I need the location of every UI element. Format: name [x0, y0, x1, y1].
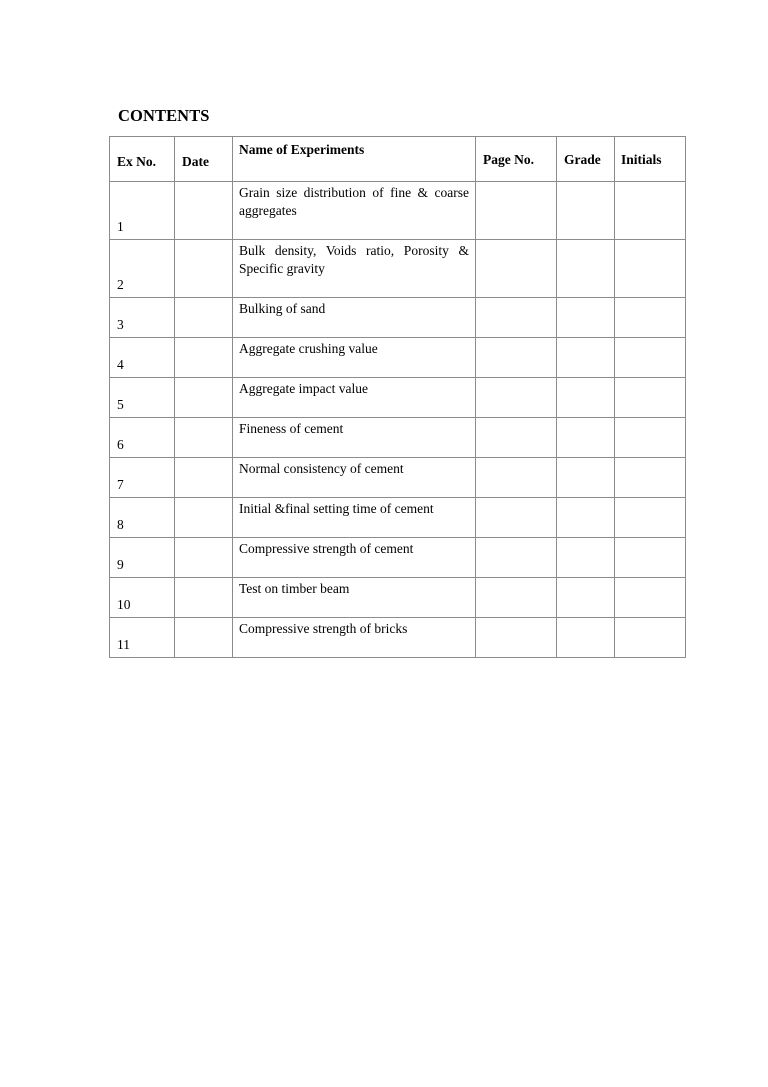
experiment-name-cell: [233, 618, 476, 658]
experiment-name-cell: [233, 298, 476, 338]
page-no-cell: [476, 182, 557, 240]
initials-cell: [615, 618, 686, 658]
header-name-of-experiments: Name of Experiments: [233, 137, 476, 182]
initials-cell: [615, 418, 686, 458]
table-row: [110, 338, 686, 378]
date-cell: [175, 418, 233, 458]
date-cell: [175, 498, 233, 538]
grade-cell: [557, 498, 615, 538]
experiment-name: Test on timber beam: [239, 581, 350, 596]
table-row: [110, 298, 686, 338]
experiment-name: Compressive strength of bricks: [239, 621, 408, 636]
experiment-name-cell: [233, 458, 476, 498]
page-no-cell: [476, 418, 557, 458]
initials-cell: [615, 458, 686, 498]
table-row: [110, 578, 686, 618]
grade-cell: [557, 298, 615, 338]
grade-cell: [557, 618, 615, 658]
initials-cell: [615, 578, 686, 618]
experiment-name-cell: [233, 378, 476, 418]
experiment-name: Aggregate impact value: [239, 381, 368, 396]
experiment-name: Grain size distribution of fine & coarse aggregates: [239, 185, 469, 218]
table-row: [110, 418, 686, 458]
page-no-cell: [476, 240, 557, 298]
header-page-no: Page No.: [476, 137, 557, 182]
date-cell: [175, 182, 233, 240]
initials-cell: [615, 498, 686, 538]
ex-no-cell: 10: [110, 578, 175, 618]
contents-table: [109, 136, 686, 658]
initials-cell: [615, 538, 686, 578]
table-row: [110, 378, 686, 418]
experiment-name-cell: [233, 338, 476, 378]
table-row: [110, 458, 686, 498]
experiment-name: Initial &final setting time of cement: [239, 501, 434, 516]
experiment-name-cell: [233, 418, 476, 458]
grade-cell: [557, 538, 615, 578]
page-title: CONTENTS: [118, 106, 210, 125]
date-cell: [175, 298, 233, 338]
grade-cell: [557, 378, 615, 418]
date-cell: [175, 538, 233, 578]
table-row: [110, 498, 686, 538]
ex-no-cell: 11: [110, 618, 175, 658]
initials-cell: [615, 240, 686, 298]
table-row: [110, 618, 686, 658]
ex-no-cell: 1: [110, 182, 175, 240]
grade-cell: [557, 240, 615, 298]
header-grade: Grade: [557, 137, 615, 182]
experiment-name: Aggregate crushing value: [239, 341, 378, 356]
date-cell: [175, 378, 233, 418]
experiment-name: Fineness of cement: [239, 421, 344, 436]
table-header-row: [110, 137, 686, 182]
ex-no-cell: 5: [110, 378, 175, 418]
ex-no-cell: 9: [110, 538, 175, 578]
ex-no-cell: 2: [110, 240, 175, 298]
page-no-cell: [476, 378, 557, 418]
experiment-name: Normal consistency of cement: [239, 461, 404, 476]
experiment-name-cell: [233, 578, 476, 618]
ex-no-cell: 8: [110, 498, 175, 538]
grade-cell: [557, 182, 615, 240]
date-cell: [175, 240, 233, 298]
initials-cell: [615, 182, 686, 240]
page-no-cell: [476, 338, 557, 378]
ex-no-cell: 6: [110, 418, 175, 458]
date-cell: [175, 618, 233, 658]
header-ex-no: Ex No.: [110, 137, 175, 182]
experiment-name-cell: [233, 240, 476, 298]
page-no-cell: [476, 458, 557, 498]
header-initials: Initials: [615, 137, 686, 182]
page-no-cell: [476, 618, 557, 658]
page-no-cell: [476, 538, 557, 578]
date-cell: [175, 578, 233, 618]
date-cell: [175, 458, 233, 498]
experiment-name-cell: [233, 182, 476, 240]
experiment-name: Bulk density, Voids ratio, Porosity & Specific gravity: [239, 243, 469, 276]
table-row: [110, 538, 686, 578]
grade-cell: [557, 338, 615, 378]
ex-no-cell: 7: [110, 458, 175, 498]
experiment-name: Compressive strength of cement: [239, 541, 414, 556]
date-cell: [175, 338, 233, 378]
ex-no-cell: 4: [110, 338, 175, 378]
experiment-name: Bulking of sand: [239, 301, 326, 316]
ex-no-cell: 3: [110, 298, 175, 338]
header-date: Date: [175, 137, 233, 182]
experiment-name-cell: [233, 498, 476, 538]
table-row: [110, 240, 686, 298]
page-no-cell: [476, 298, 557, 338]
initials-cell: [615, 378, 686, 418]
page-no-cell: [476, 578, 557, 618]
experiment-name-cell: [233, 538, 476, 578]
grade-cell: [557, 458, 615, 498]
grade-cell: [557, 418, 615, 458]
table-row: [110, 182, 686, 240]
page-no-cell: [476, 498, 557, 538]
initials-cell: [615, 338, 686, 378]
grade-cell: [557, 578, 615, 618]
initials-cell: [615, 298, 686, 338]
